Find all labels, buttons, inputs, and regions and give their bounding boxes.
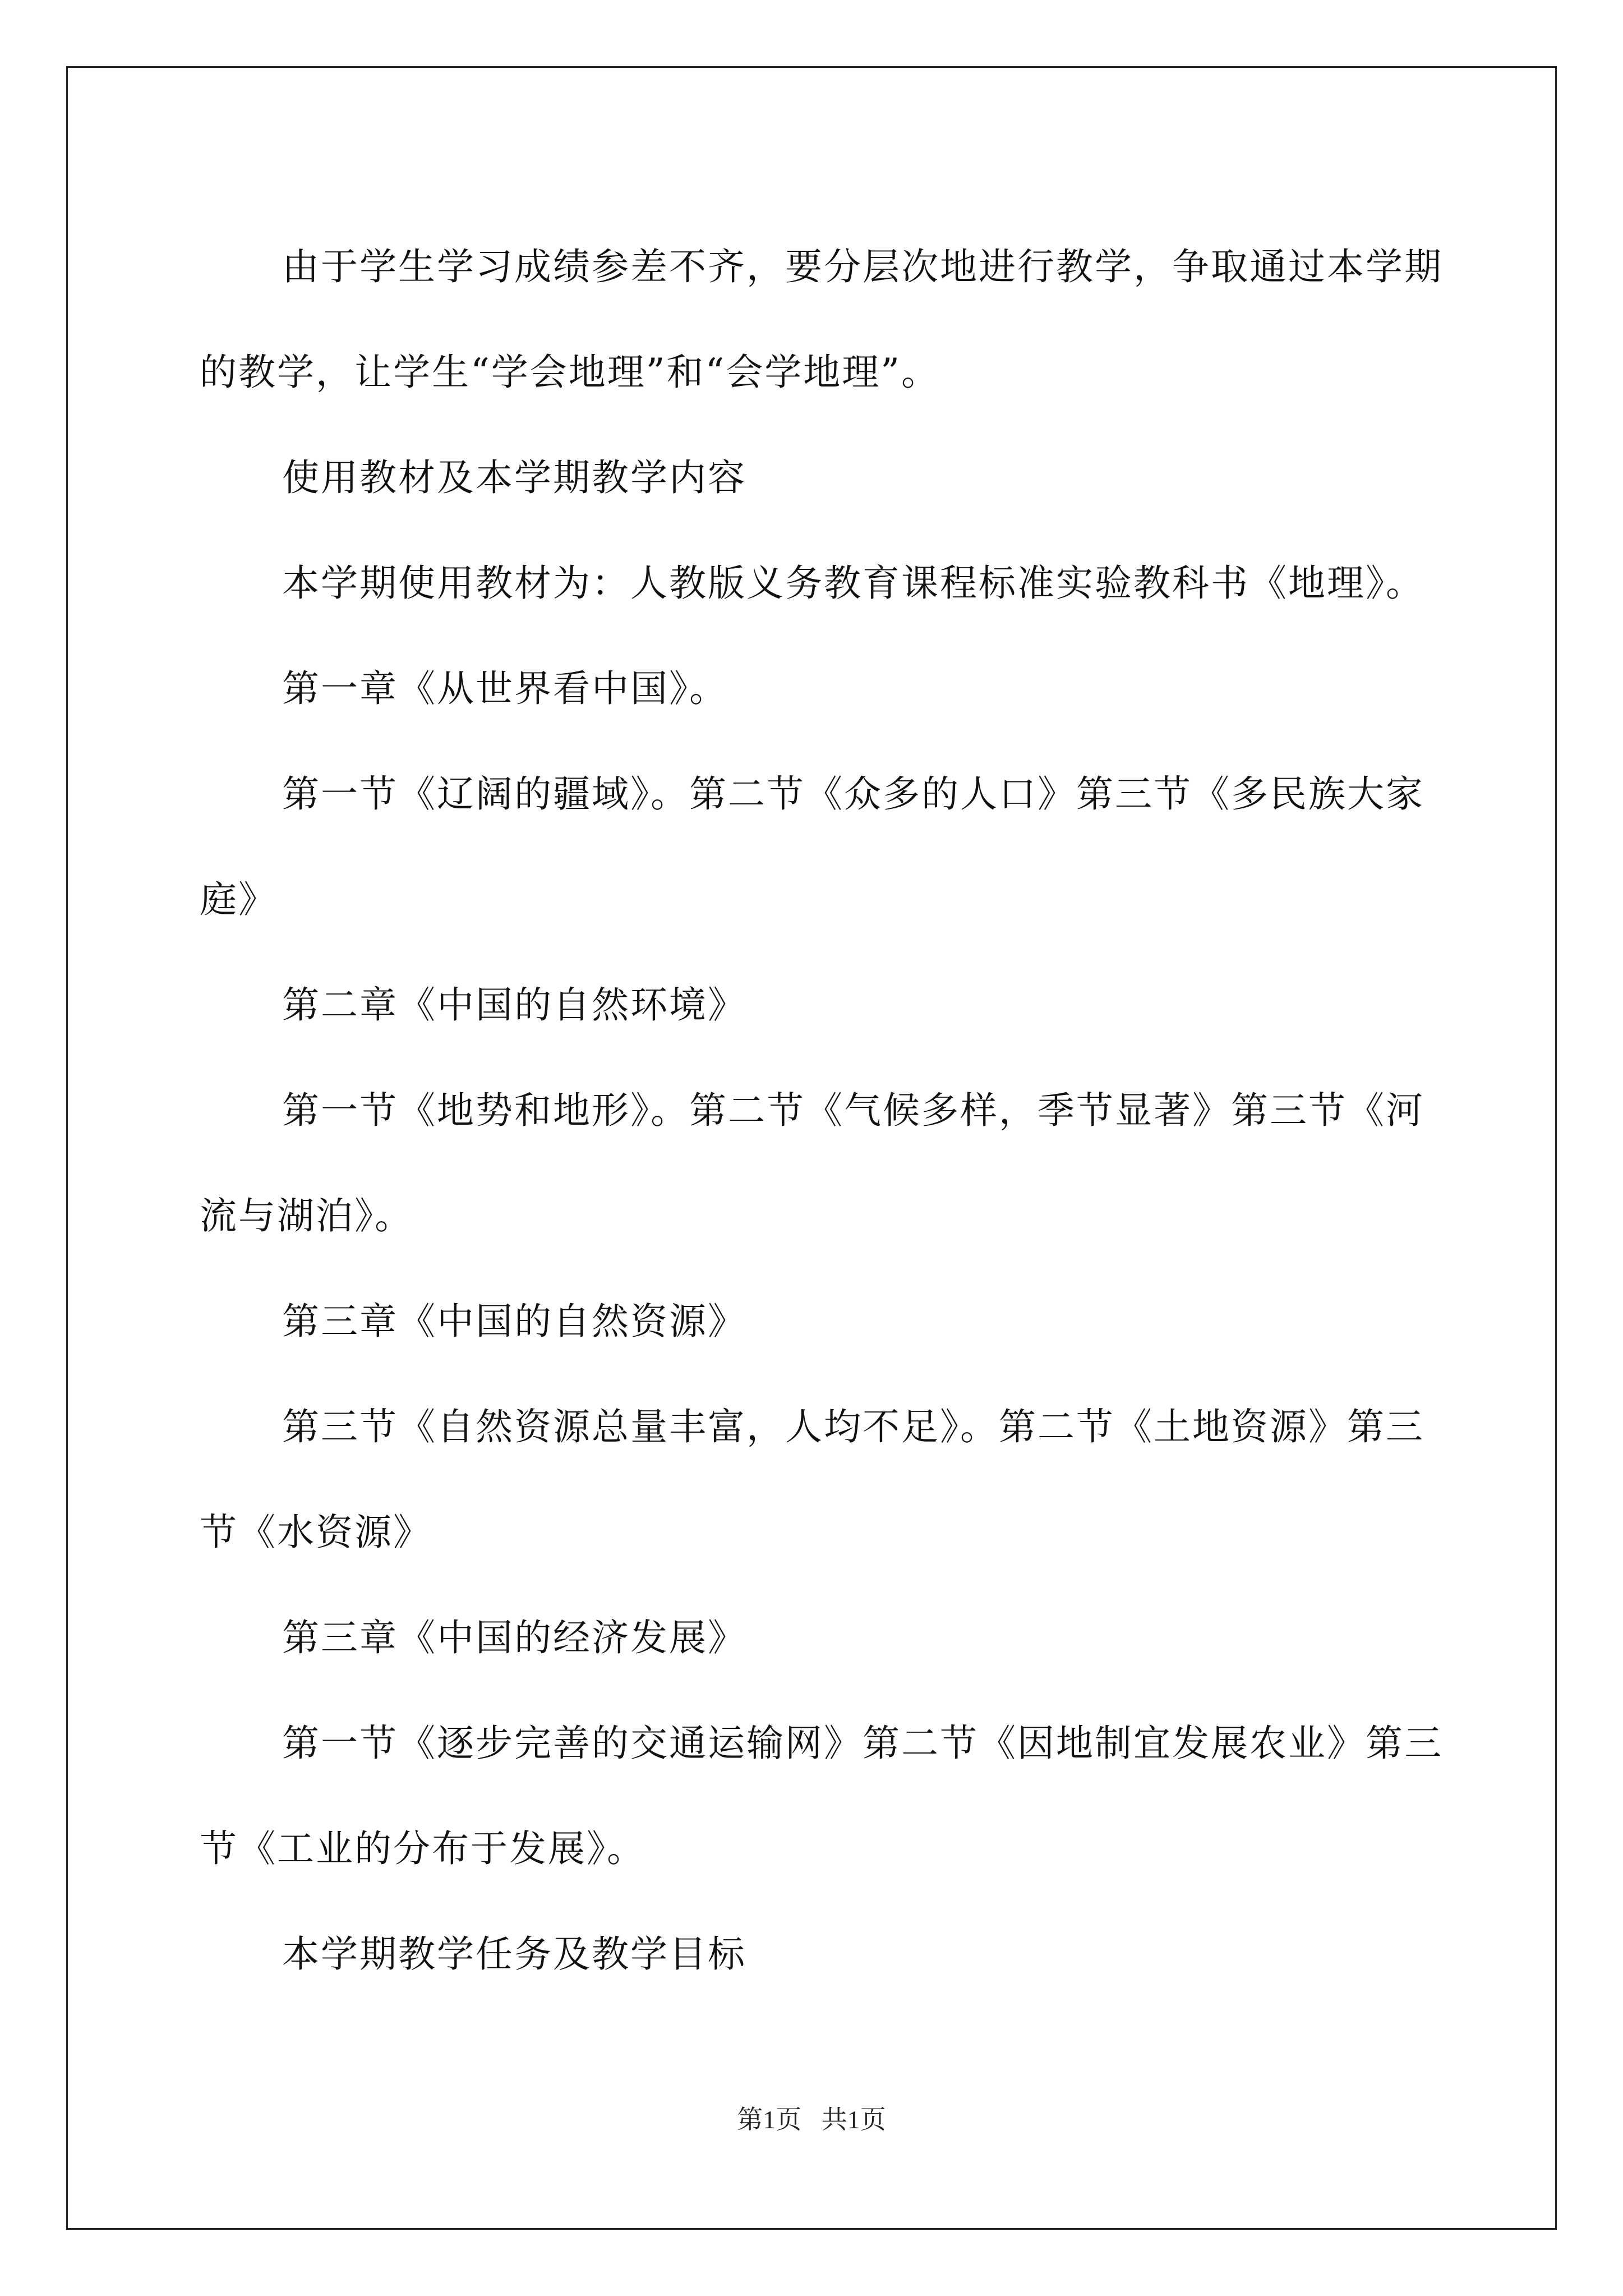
chapter-4-title: 第三章《中国的经济发展》	[282, 1616, 746, 1659]
chapter-3-title: 第三章《中国的自然资源》	[282, 1300, 746, 1343]
page-total: 共1页	[821, 2105, 886, 2134]
document-body	[200, 214, 1456, 2007]
heading-textbook-content: 使用教材及本学期教学内容	[282, 456, 746, 499]
chapter-4-sections: 第一节《逐步完善的交通运输网》第二节《因地制宜发展农业》第三节《工业的分布于发展》。	[200, 1722, 1443, 1870]
paragraph-textbook: 本学期使用教材为：人教版义务教育课程标准实验教科书《地理》。	[282, 562, 1424, 605]
heading-teaching-goals: 本学期教学任务及教学目标	[282, 1932, 746, 1976]
chapter-1-title: 第一章《从世界看中国》。	[282, 667, 728, 710]
page-number: 第1页	[737, 2105, 802, 2134]
chapter-1-sections: 第一节《辽阔的疆域》。第二节《众多的人口》第三节《多民族大家庭》	[200, 772, 1424, 921]
paragraph-intro: 由于学生学习成绩参差不齐，要分层次地进行教学，争取通过本学期的教学，让学生“学会地理”和“会学地理”。	[200, 245, 1443, 394]
chapter-2-sections: 第一节《地势和地形》。第二节《气候多样，季节显著》第三节《河流与湖泊》。	[200, 1089, 1424, 1237]
chapter-2-title: 第二章《中国的自然环境》	[282, 983, 746, 1027]
page-footer	[0, 2099, 1623, 2136]
chapter-3-sections: 第三节《自然资源总量丰富，人均不足》。第二节《土地资源》第三节《水资源》	[200, 1405, 1424, 1554]
